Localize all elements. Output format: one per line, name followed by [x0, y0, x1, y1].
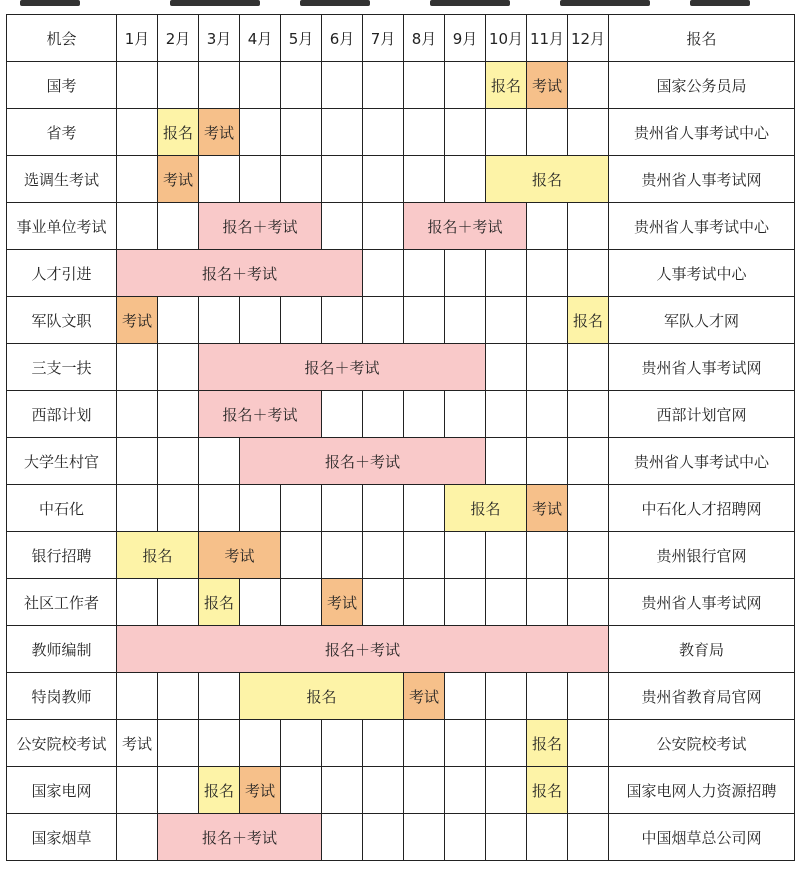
schedule-block: 考试 [199, 532, 281, 579]
empty-month-cell [445, 297, 486, 344]
table-row [7, 532, 795, 579]
table-row [7, 673, 795, 720]
schedule-block: 报名 [158, 109, 199, 156]
row-source: 贵州省人事考试网 [609, 579, 795, 626]
empty-month-cell [199, 438, 240, 485]
empty-month-cell [117, 814, 158, 861]
table-row [7, 626, 795, 673]
empty-month-cell [158, 297, 199, 344]
empty-month-cell [568, 673, 609, 720]
header-month: 2月 [158, 15, 199, 62]
table-row [7, 344, 795, 391]
header-opportunity: 机会 [7, 15, 117, 62]
empty-month-cell [117, 62, 158, 109]
table-row [7, 297, 795, 344]
empty-month-cell [281, 579, 322, 626]
schedule-block: 考试 [404, 673, 445, 720]
schedule-block: 报名 [199, 579, 240, 626]
row-source: 国家电网人力资源招聘 [609, 767, 795, 814]
row-source: 贵州省人事考试网 [609, 156, 795, 203]
schedule-block: 报名＋考试 [404, 203, 527, 250]
empty-month-cell [158, 438, 199, 485]
row-source: 人事考试中心 [609, 250, 795, 297]
empty-month-cell [568, 109, 609, 156]
schedule-block: 报名 [527, 720, 568, 767]
empty-month-cell [158, 767, 199, 814]
empty-month-cell [281, 532, 322, 579]
empty-month-cell [363, 485, 404, 532]
empty-month-cell [445, 579, 486, 626]
row-name: 选调生考试 [7, 156, 117, 203]
empty-month-cell [322, 391, 363, 438]
empty-month-cell [568, 250, 609, 297]
header-month: 6月 [322, 15, 363, 62]
empty-month-cell [322, 485, 363, 532]
empty-month-cell [486, 250, 527, 297]
empty-month-cell [445, 720, 486, 767]
empty-month-cell [404, 156, 445, 203]
row-source: 西部计划官网 [609, 391, 795, 438]
row-name: 大学生村官 [7, 438, 117, 485]
empty-month-cell [240, 297, 281, 344]
table-row [7, 62, 795, 109]
empty-month-cell [404, 532, 445, 579]
row-source: 军队人才网 [609, 297, 795, 344]
empty-month-cell [281, 297, 322, 344]
empty-month-cell [363, 62, 404, 109]
empty-month-cell [322, 814, 363, 861]
row-name: 三支一扶 [7, 344, 117, 391]
empty-month-cell [240, 62, 281, 109]
empty-month-cell [240, 109, 281, 156]
empty-month-cell [158, 485, 199, 532]
empty-month-cell [445, 391, 486, 438]
empty-month-cell [158, 579, 199, 626]
empty-month-cell [527, 109, 568, 156]
empty-month-cell [568, 203, 609, 250]
row-source: 中国烟草总公司网 [609, 814, 795, 861]
header-month: 7月 [363, 15, 404, 62]
empty-month-cell [322, 532, 363, 579]
empty-month-cell [158, 203, 199, 250]
schedule-block: 报名＋考试 [240, 438, 486, 485]
schedule-block: 报名 [117, 532, 199, 579]
schedule-block: 报名＋考试 [158, 814, 322, 861]
row-source: 贵州省人事考试中心 [609, 109, 795, 156]
schedule-block: 考试 [240, 767, 281, 814]
table-row [7, 485, 795, 532]
empty-month-cell [199, 485, 240, 532]
row-name: 事业单位考试 [7, 203, 117, 250]
empty-month-cell [486, 297, 527, 344]
empty-month-cell [117, 109, 158, 156]
row-source: 贵州省人事考试网 [609, 344, 795, 391]
empty-month-cell [404, 485, 445, 532]
empty-month-cell [527, 203, 568, 250]
schedule-block: 考试 [158, 156, 199, 203]
row-name: 军队文职 [7, 297, 117, 344]
empty-month-cell [117, 344, 158, 391]
table-row [7, 250, 795, 297]
empty-month-cell [445, 250, 486, 297]
schedule-block: 考试 [527, 62, 568, 109]
empty-month-cell [363, 203, 404, 250]
empty-month-cell [117, 485, 158, 532]
empty-month-cell [404, 297, 445, 344]
header-month: 9月 [445, 15, 486, 62]
empty-month-cell [322, 156, 363, 203]
header-month: 11月 [527, 15, 568, 62]
empty-month-cell [486, 109, 527, 156]
empty-month-cell [568, 814, 609, 861]
empty-month-cell [363, 814, 404, 861]
empty-month-cell [486, 344, 527, 391]
schedule-block: 报名＋考试 [199, 203, 322, 250]
table-row [7, 203, 795, 250]
schedule-block: 考试 [527, 485, 568, 532]
empty-month-cell [404, 814, 445, 861]
empty-month-cell [363, 297, 404, 344]
empty-month-cell [322, 297, 363, 344]
empty-month-cell [404, 391, 445, 438]
empty-month-cell [322, 720, 363, 767]
empty-month-cell [158, 344, 199, 391]
empty-month-cell [199, 720, 240, 767]
empty-month-cell [240, 485, 281, 532]
schedule-block: 考试 [199, 109, 240, 156]
header-month: 8月 [404, 15, 445, 62]
schedule-block: 报名＋考试 [199, 391, 322, 438]
empty-month-cell [117, 767, 158, 814]
schedule-block: 考试 [117, 720, 158, 767]
header-month: 12月 [568, 15, 609, 62]
empty-month-cell [117, 391, 158, 438]
schedule-block: 报名 [445, 485, 527, 532]
row-source: 公安院校考试 [609, 720, 795, 767]
empty-month-cell [404, 109, 445, 156]
row-name: 社区工作者 [7, 579, 117, 626]
row-name: 银行招聘 [7, 532, 117, 579]
empty-month-cell [445, 532, 486, 579]
empty-month-cell [117, 673, 158, 720]
empty-month-cell [404, 250, 445, 297]
empty-month-cell [568, 720, 609, 767]
schedule-block: 报名 [486, 62, 527, 109]
empty-month-cell [568, 344, 609, 391]
empty-month-cell [527, 391, 568, 438]
empty-month-cell [281, 156, 322, 203]
row-name: 省考 [7, 109, 117, 156]
schedule-block: 报名 [486, 156, 609, 203]
empty-month-cell [445, 673, 486, 720]
row-source: 教育局 [609, 626, 795, 673]
empty-month-cell [281, 720, 322, 767]
row-source: 贵州银行官网 [609, 532, 795, 579]
empty-month-cell [486, 814, 527, 861]
table-row [7, 438, 795, 485]
row-name: 教师编制 [7, 626, 117, 673]
schedule-block: 报名 [568, 297, 609, 344]
empty-month-cell [240, 156, 281, 203]
row-name: 国家烟草 [7, 814, 117, 861]
header-row [7, 15, 795, 62]
schedule-block: 报名＋考试 [199, 344, 486, 391]
row-source: 贵州省人事考试中心 [609, 203, 795, 250]
empty-month-cell [445, 814, 486, 861]
row-name: 公安院校考试 [7, 720, 117, 767]
empty-month-cell [527, 250, 568, 297]
header-month: 10月 [486, 15, 527, 62]
empty-month-cell [445, 767, 486, 814]
empty-month-cell [363, 156, 404, 203]
table-row [7, 579, 795, 626]
empty-month-cell [568, 62, 609, 109]
empty-month-cell [363, 109, 404, 156]
empty-month-cell [117, 156, 158, 203]
empty-month-cell [240, 720, 281, 767]
row-name: 特岗教师 [7, 673, 117, 720]
empty-month-cell [158, 673, 199, 720]
empty-month-cell [158, 391, 199, 438]
empty-month-cell [281, 485, 322, 532]
header-month: 1月 [117, 15, 158, 62]
empty-month-cell [568, 532, 609, 579]
empty-month-cell [445, 109, 486, 156]
empty-month-cell [486, 720, 527, 767]
empty-month-cell [404, 720, 445, 767]
empty-month-cell [486, 579, 527, 626]
schedule-block: 报名 [199, 767, 240, 814]
empty-month-cell [445, 62, 486, 109]
empty-month-cell [117, 438, 158, 485]
schedule-block: 报名＋考试 [117, 626, 609, 673]
empty-month-cell [486, 673, 527, 720]
empty-month-cell [486, 767, 527, 814]
empty-month-cell [158, 62, 199, 109]
row-name: 国考 [7, 62, 117, 109]
empty-month-cell [568, 438, 609, 485]
row-name: 中石化 [7, 485, 117, 532]
empty-month-cell [281, 767, 322, 814]
empty-month-cell [527, 579, 568, 626]
schedule-block: 报名 [527, 767, 568, 814]
row-name: 人才引进 [7, 250, 117, 297]
schedule-block: 考试 [117, 297, 158, 344]
row-source: 贵州省教育局官网 [609, 673, 795, 720]
schedule-block: 报名＋考试 [117, 250, 363, 297]
table-row [7, 391, 795, 438]
table-row [7, 767, 795, 814]
empty-month-cell [363, 532, 404, 579]
empty-month-cell [445, 156, 486, 203]
header-month: 5月 [281, 15, 322, 62]
empty-month-cell [322, 203, 363, 250]
empty-month-cell [281, 109, 322, 156]
empty-month-cell [486, 532, 527, 579]
empty-month-cell [363, 767, 404, 814]
header-month: 3月 [199, 15, 240, 62]
schedule-block: 考试 [322, 579, 363, 626]
empty-month-cell [240, 579, 281, 626]
empty-month-cell [199, 156, 240, 203]
row-source: 国家公务员局 [609, 62, 795, 109]
empty-month-cell [568, 391, 609, 438]
empty-month-cell [363, 720, 404, 767]
empty-month-cell [404, 62, 445, 109]
table-row [7, 814, 795, 861]
empty-month-cell [404, 767, 445, 814]
empty-month-cell [199, 62, 240, 109]
empty-month-cell [568, 485, 609, 532]
empty-month-cell [527, 673, 568, 720]
empty-month-cell [117, 579, 158, 626]
row-name: 西部计划 [7, 391, 117, 438]
empty-month-cell [363, 391, 404, 438]
empty-month-cell [527, 344, 568, 391]
empty-month-cell [363, 579, 404, 626]
header-source: 报名 [609, 15, 795, 62]
header-month: 4月 [240, 15, 281, 62]
empty-month-cell [527, 814, 568, 861]
empty-month-cell [117, 203, 158, 250]
empty-month-cell [527, 532, 568, 579]
empty-month-cell [199, 297, 240, 344]
empty-month-cell [527, 297, 568, 344]
row-source: 中石化人才招聘网 [609, 485, 795, 532]
empty-month-cell [404, 579, 445, 626]
row-source: 贵州省人事考试中心 [609, 438, 795, 485]
row-name: 国家电网 [7, 767, 117, 814]
empty-month-cell [322, 767, 363, 814]
empty-month-cell [363, 250, 404, 297]
schedule-block: 报名 [240, 673, 404, 720]
empty-month-cell [322, 109, 363, 156]
empty-month-cell [486, 438, 527, 485]
empty-month-cell [568, 767, 609, 814]
table-row [7, 156, 795, 203]
empty-month-cell [322, 62, 363, 109]
empty-month-cell [486, 391, 527, 438]
empty-month-cell [281, 62, 322, 109]
empty-month-cell [158, 720, 199, 767]
cropped-title-strip [0, 0, 800, 14]
table-row [7, 720, 795, 767]
empty-month-cell [199, 673, 240, 720]
table-row [7, 109, 795, 156]
exam-schedule-table [6, 14, 795, 861]
empty-month-cell [568, 579, 609, 626]
empty-month-cell [527, 438, 568, 485]
